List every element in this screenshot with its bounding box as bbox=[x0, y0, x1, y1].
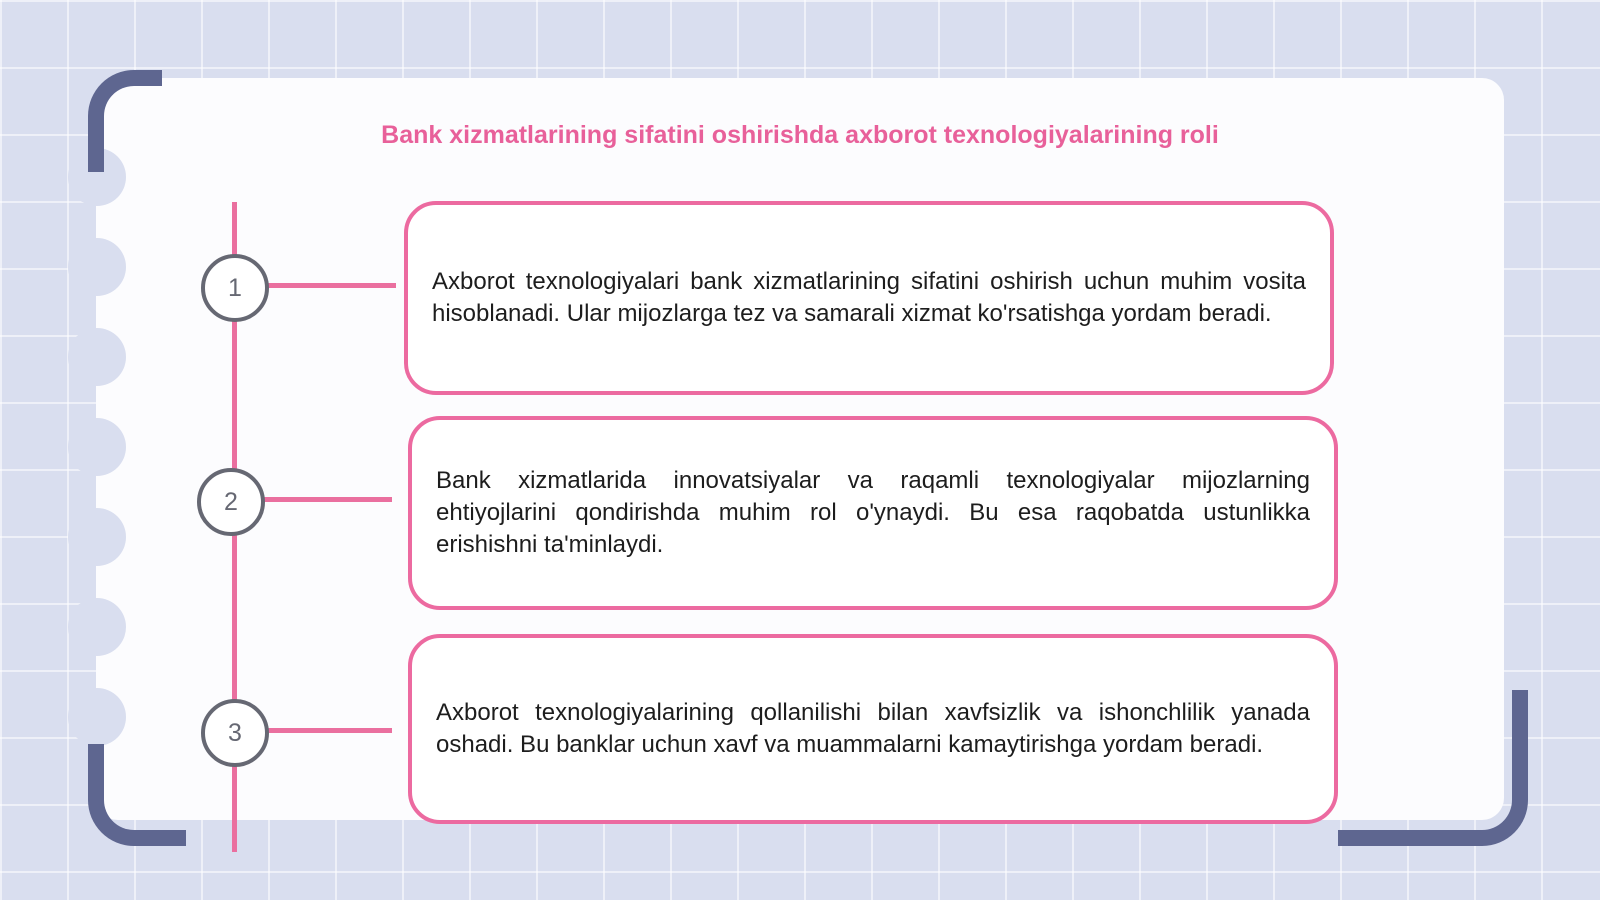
step-card-text: Axborot texnologiyalarining qollanilishi bilan xavfsizlik va ishonchlilik yanada oshadi. Bu banklar uchun xavf va muammalarni kamaytirishga yordam beradi. bbox=[436, 699, 1310, 758]
timeline-connector bbox=[266, 728, 392, 733]
paper-notch bbox=[68, 418, 126, 476]
timeline-connector bbox=[266, 283, 396, 288]
step-card bbox=[408, 634, 1338, 824]
frame-corner-bottom-left bbox=[88, 744, 186, 846]
frame-corner-top-left bbox=[88, 70, 162, 172]
step-card-text: Axborot texnologiyalari bank xizmatlarining sifatini oshirish uchun muhim vosita hisoblanadi. Ular mijozlarga tez va samarali xizmat ko'rsatishga yordam beradi. bbox=[432, 268, 1306, 327]
paper-notch bbox=[68, 238, 126, 296]
step-number-badge: 1 bbox=[201, 254, 269, 322]
slide-title: Bank xizmatlarining sifatini oshirishda axborot texnologiyalarining roli bbox=[381, 121, 1219, 149]
timeline-connector bbox=[262, 497, 392, 502]
paper-notch bbox=[68, 688, 126, 746]
paper-notch bbox=[68, 328, 126, 386]
step-card bbox=[408, 416, 1338, 610]
step-number-badge: 3 bbox=[201, 699, 269, 767]
step-number-badge: 2 bbox=[197, 468, 265, 536]
paper-notch bbox=[68, 598, 126, 656]
step-card bbox=[404, 201, 1334, 395]
paper-notch bbox=[68, 508, 126, 566]
step-card-text: Bank xizmatlarida innovatsiyalar va raqamli texnologiyalar mijozlarning ehtiyojlarini qondirishda muhim rol o'ynaydi. Bu esa raqobatda ustunlikka erishishni ta'minlaydi. bbox=[436, 467, 1310, 558]
frame-corner-bottom-right bbox=[1338, 690, 1528, 846]
